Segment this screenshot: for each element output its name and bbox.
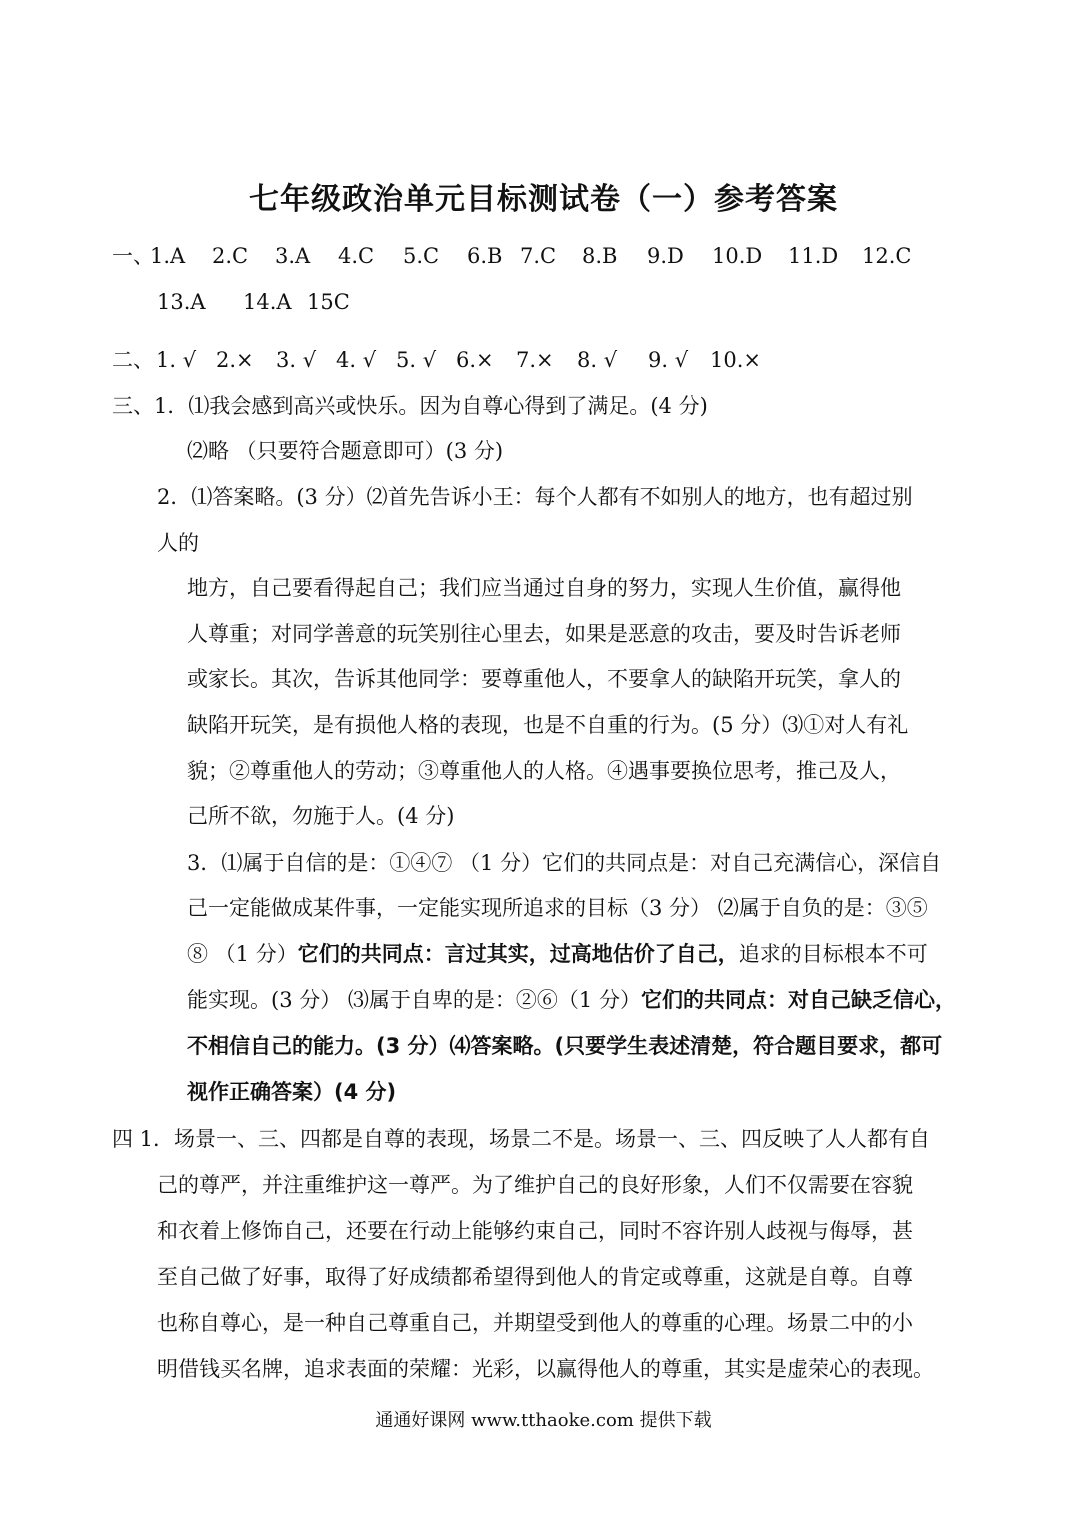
judgement-item: 10.×: [710, 348, 761, 372]
text-run: ⑧ （1 分）: [187, 942, 298, 966]
bold-text-run: 它们的共同点：对自己缺乏信心，: [640, 988, 956, 1012]
section3-line: 缺陷开玩笑，是有损他人格的表现，也是不自重的行为。(5 分）⑶①对人有礼: [187, 713, 909, 737]
judgement-item: 7.×: [516, 348, 554, 372]
judgement-item: 9. √: [648, 348, 689, 372]
answer-item: 3.A: [275, 244, 311, 268]
bold-text-run: 它们的共同点：言过其实，过高地估价了自己，: [297, 942, 739, 966]
answer-item: 2.C: [212, 244, 249, 268]
section3-line: 人的: [157, 531, 199, 555]
judgement-item: 2.×: [216, 348, 254, 372]
answer-item: 13.A: [157, 290, 206, 314]
section3-line: 己所不欲，勿施于人。(4 分): [187, 804, 455, 828]
section3-line: 人尊重；对同学善意的玩笑别往心里去，如果是恶意的攻击，要及时告诉老师: [187, 622, 901, 646]
section3-line: [187, 985, 956, 1015]
answer-item: 11.D: [788, 244, 839, 268]
section4-line: 至自己做了好事，取得了好成绩都希望得到他人的肯定或尊重，这就是自尊。自尊: [157, 1265, 913, 1289]
section4-line: 明借钱买名牌，追求表面的荣耀：光彩，以赢得他人的尊重，其实是虚荣心的表现。: [157, 1357, 934, 1381]
section3-line: 视作正确答案）(4 分): [187, 1080, 397, 1104]
section4-line: 己的尊严，并注重维护这一尊严。为了维护自己的良好形象，人们不仅需要在容貌: [157, 1173, 913, 1197]
section2-label: 二、: [112, 348, 154, 372]
section3-line: 3．⑴属于自信的是：①④⑦ （1 分）它们的共同点是：对自己充满信心，深信自: [187, 851, 942, 875]
section3-line: [187, 939, 928, 969]
section3-line: 2．⑴答案略。(3 分）⑵首先告诉小王：每个人都有不如别人的地方，也有超过别: [157, 485, 913, 509]
section3-line: 貌；②尊重他人的劳动；③尊重他人的人格。④遇事要换位思考，推己及人，: [187, 759, 901, 783]
section4-line: 四 1．场景一、三、四都是自尊的表现，场景二不是。场景一、三、四反映了人人都有自: [112, 1127, 931, 1151]
section2-row: [112, 345, 1012, 375]
judgement-item: 1. √: [156, 348, 197, 372]
judgement-item: 5. √: [396, 348, 437, 372]
answer-item: 12.C: [862, 244, 912, 268]
answer-item: 4.C: [338, 244, 375, 268]
answer-item: 7.C: [520, 244, 557, 268]
section3-line: 不相信自己的能力。(3 分）⑷答案略。(只要学生表述清楚，符合题目要求，都可: [187, 1034, 943, 1058]
section4-line: 也称自尊心，是一种自己尊重自己，并期望受到他人的尊重的心理。场景二中的小: [157, 1311, 913, 1335]
judgement-item: 8. √: [577, 348, 618, 372]
answer-item: 6.B: [467, 244, 503, 268]
section1-row1: [112, 241, 1012, 271]
judgement-item: 6.×: [456, 348, 494, 372]
answer-item: 8.B: [582, 244, 618, 268]
section4-line: 和衣着上修饰自己，还要在行动上能够约束自己，同时不容许别人歧视与侮辱，甚: [157, 1219, 913, 1243]
section3-line: 地方，自己要看得起自己；我们应当通过自身的努力，实现人生价值，赢得他: [187, 576, 901, 600]
answer-item: 14.A: [243, 290, 292, 314]
answer-item: 5.C: [403, 244, 440, 268]
section1-label: 一、: [112, 244, 154, 268]
answer-item: 10.D: [712, 244, 763, 268]
section1-row2: [157, 287, 557, 317]
footer-credit: 通通好课网 www.tthaoke.com 提供下载: [375, 1410, 712, 1431]
answer-item: 9.D: [647, 244, 684, 268]
answer-item: 15C: [307, 290, 350, 314]
section3-line: 己一定能做成某件事，一定能实现所追求的目标（3 分） ⑵属于自负的是：③⑤: [187, 896, 928, 920]
answer-item: 1.A: [150, 244, 186, 268]
text-run: 追求的目标根本不可: [738, 942, 928, 966]
text-run: 能实现。(3 分） ⑶属于自卑的是：②⑥（1 分）: [187, 988, 641, 1012]
section3-line: 三、1．⑴我会感到高兴或快乐。因为自尊心得到了满足。(4 分): [112, 394, 708, 418]
judgement-item: 3. √: [276, 348, 317, 372]
section3-line: 或家长。其次，告诉其他同学：要尊重他人，不要拿人的缺陷开玩笑，拿人的: [187, 667, 901, 691]
judgement-item: 4. √: [336, 348, 377, 372]
page-title: 七年级政治单元目标测试卷（一）参考答案: [249, 182, 838, 217]
section3-line: ⑵略 （只要符合题意即可）(3 分): [187, 439, 504, 463]
